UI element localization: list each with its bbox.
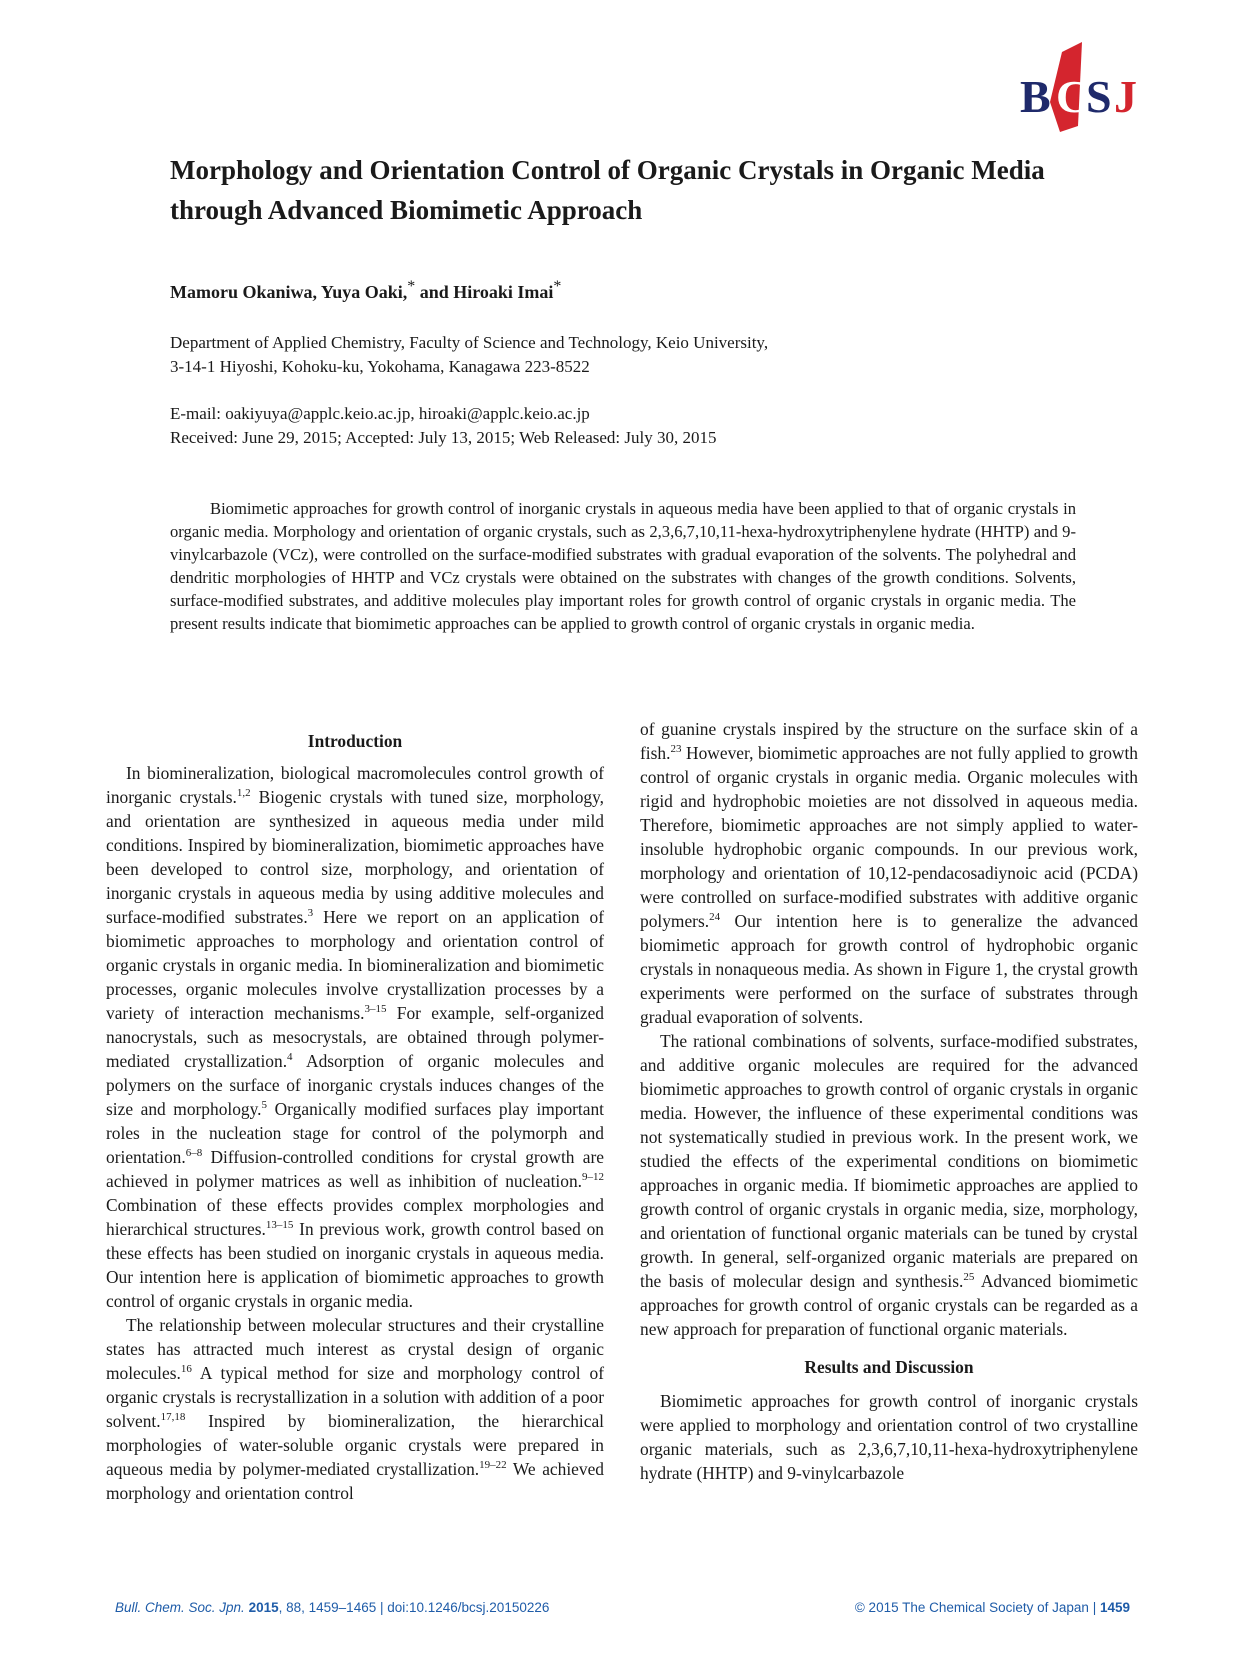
abstract: Biomimetic approaches for growth control of inorganic crystals in aqueous media have been applied to that of organic crystals in organic media. Morphology and orientation of organic crystals, such as 2,3,6,7,10,11-hexa-hydroxytriphenylene hydrate (HHTP) and 9-vinylcarbazole (VCz), were controlled on the surface-modified substrates with gradual evaporation of the solvents. The polyhedral and dendritic morphologies of HHTP and VCz crystals were obtained on the substrates with changes of the growth conditions. Solvents, surface-modified substrates, and additive molecules play important roles for growth control of organic crystals in organic media. The present results indicate that biomimetic approaches can be applied to growth control of organic crystals in organic media. [170,499,1076,633]
citation: 25 [963,1271,975,1284]
copyright-text: © 2015 The Chemical Society of Japan | [854,1600,1100,1615]
bcsj-logo-icon [1010,42,1150,132]
article-meta [170,402,1050,450]
right-column [640,717,1138,1485]
citation: 9–12 [582,1171,604,1184]
dates-line: Received: June 29, 2015; Accepted: July 13, 2015; Web Released: July 30, 2015 [170,428,717,447]
journal-name: Bull. Chem. Soc. Jpn. [115,1600,245,1615]
citation: 23 [670,743,682,756]
citation: 3–15 [364,1003,387,1016]
section-heading-introduction: Introduction [307,731,403,751]
paragraph: Biomimetic approaches for growth control of inorganic crystals were applied to morphology and orientation control of two crystalline organic materials, such as 2,3,6,7,10,11-hexa-hydroxytriphenylene hydrate (HHTP) and 9-vinylcarbazole [640,1391,1138,1483]
paragraph: In biomineralization, biological macromolecules control growth of inorganic crystals.$^{1,2}$ Biogenic crystals with tuned size, morphology, and orientation are synthesized in aqueous media under mild conditions. Inspired by biomineralization, biomimetic approaches have been developed to control size, morphology, and orientation of inorganic crystals in aqueous media by using additive molecules and surface-modified substrates.$^3$ Here we report on an application of biomimetic approaches to morphology and orientation control of organic crystals in organic media. In biomineralization and biomimetic processes, organic molecules involve crystallization processes by a variety of interaction mechanisms.$^{3-15}$ For example, self-organized nanocrystals, such as mesocrystals, are obtained through polymer-mediated crystallization.$^4$ Adsorption of organic molecules and polymers on the surface of inorganic crystals induces changes of the size and morphology.$^5$ Organically modified surfaces play important roles in the nucleation stage for control of the polymorph and orientation.$^{6-8}$ Diffusion-controlled conditions for crystal growth are achieved in polymer matrices as well as inhibition of nucleation.$^{9-12}$ Combination of these effects provides complex morphologies and hierarchical structures.$^{13-15}$ In previous work, growth control based on these effects has been studied on inorganic crystals in aqueous media. Our intention here is application of biomimetic approaches to growth control of organic crystals in organic media. [106,763,605,1311]
journal-volume-doi: , 88, 1459–1465 | doi:10.1246/bcsj.20150226 [278,1600,550,1615]
author-oaki: Yuya Oaki, [320,282,408,302]
svg-text:S: S [1086,71,1112,122]
citation: 1,2 [236,787,251,800]
journal-year: 2015 [248,1600,279,1615]
svg-text:B: B [1020,71,1051,122]
svg-text:C: C [1056,71,1090,122]
author-okaniwa: Mamoru Okaniwa, [170,282,321,302]
citation: 5 [261,1099,268,1112]
journal-logo [1010,42,1150,132]
paragraph: The rational combinations of solvents, surface-modified substrates, and additive organic molecules are required for the advanced biomimetic approaches to growth control of organic crystals in organic media. However, the influence of these experimental conditions was not systematically studied in previous work. In the present work, we studied the effects of the experimental conditions on biomimetic approaches in organic media. If biomimetic approaches are applied to growth control of organic crystals in organic media, size, morphology, and orientation of functional organic materials can be tuned by crystal growth. In general, self-organized organic materials are prepared on the basis of molecular design and synthesis.$^{25}$ Advanced biomimetic approaches for growth control of organic crystals can be regarded as a new approach for preparation of functional organic materials. [640,1031,1138,1339]
corresponding-mark: * [407,278,416,295]
corresponding-mark: * [553,278,562,295]
footer-copyright [855,1600,1130,1615]
citation: 16 [180,1363,192,1376]
left-column [106,729,604,1505]
section-heading-results: Results and Discussion [804,1357,974,1377]
citation: 4 [287,1051,293,1064]
citation: 17,18 [160,1411,186,1424]
author-imai: and Hiroaki Imai [415,282,554,302]
svg-text:J: J [1114,71,1137,122]
paragraph: The relationship between molecular structures and their crystalline states has attracted much interest as crystal design of organic molecules.$^{16}$ A typical method for size and morphology control of organic crystals is recrystallization in a solution with addition of a poor solvent.$^{17,18}$ Inspired by biomineralization, the hierarchical morphologies of water-soluble organic crystals were prepared in aqueous media by polymer-mediated crystallization.$^{19-22}$ We achieved morphology and orientation control [106,1315,604,1503]
citation: 24 [709,911,721,924]
citation: 13–15 [265,1219,294,1232]
paper-title: Morphology and Orientation Control of Organic Crystals in Organic Media through Advanced Biomimetic Approach [170,155,1045,225]
paragraph: of guanine crystals inspired by the structure on the surface skin of a fish.$^{23}$ However, biomimetic approaches are not fully applied to growth control of organic crystals in organic media. Organic molecules with rigid and hydrophobic moieties are not dissolved in aqueous media. Therefore, biomimetic approaches are not simply applied to water-insoluble hydrophobic organic compounds. In our previous work, morphology and orientation of 10,12-pendacosadiynoic acid (PCDA) were controlled on surface-modified substrates with additive organic polymers.$^{24}$ Our intention here is to generalize the advanced biomimetic approach for growth control of hydrophobic organic crystals in nonaqueous media. As shown in Figure 1, the crystal growth experiments were performed on the surface of substrates through gradual evaporation of solvents. [640,719,1138,1027]
affiliation-line: Department of Applied Chemistry, Faculty of Science and Technology, Keio University, [170,333,769,352]
author-list [170,274,970,305]
citation: 3 [307,907,314,920]
footer-citation [115,1600,549,1615]
citation: 6–8 [185,1147,203,1160]
affiliation-line: 3-14-1 Hiyoshi, Kohoku-ku, Yokohama, Kanagawa 223-8522 [170,357,590,376]
email-line: E-mail: oakiyuya@applc.keio.ac.jp, hiroaki@applc.keio.ac.jp [170,404,590,423]
page-number: 1459 [1099,1600,1130,1615]
affiliation [170,331,990,379]
citation: 19–22 [479,1459,507,1472]
